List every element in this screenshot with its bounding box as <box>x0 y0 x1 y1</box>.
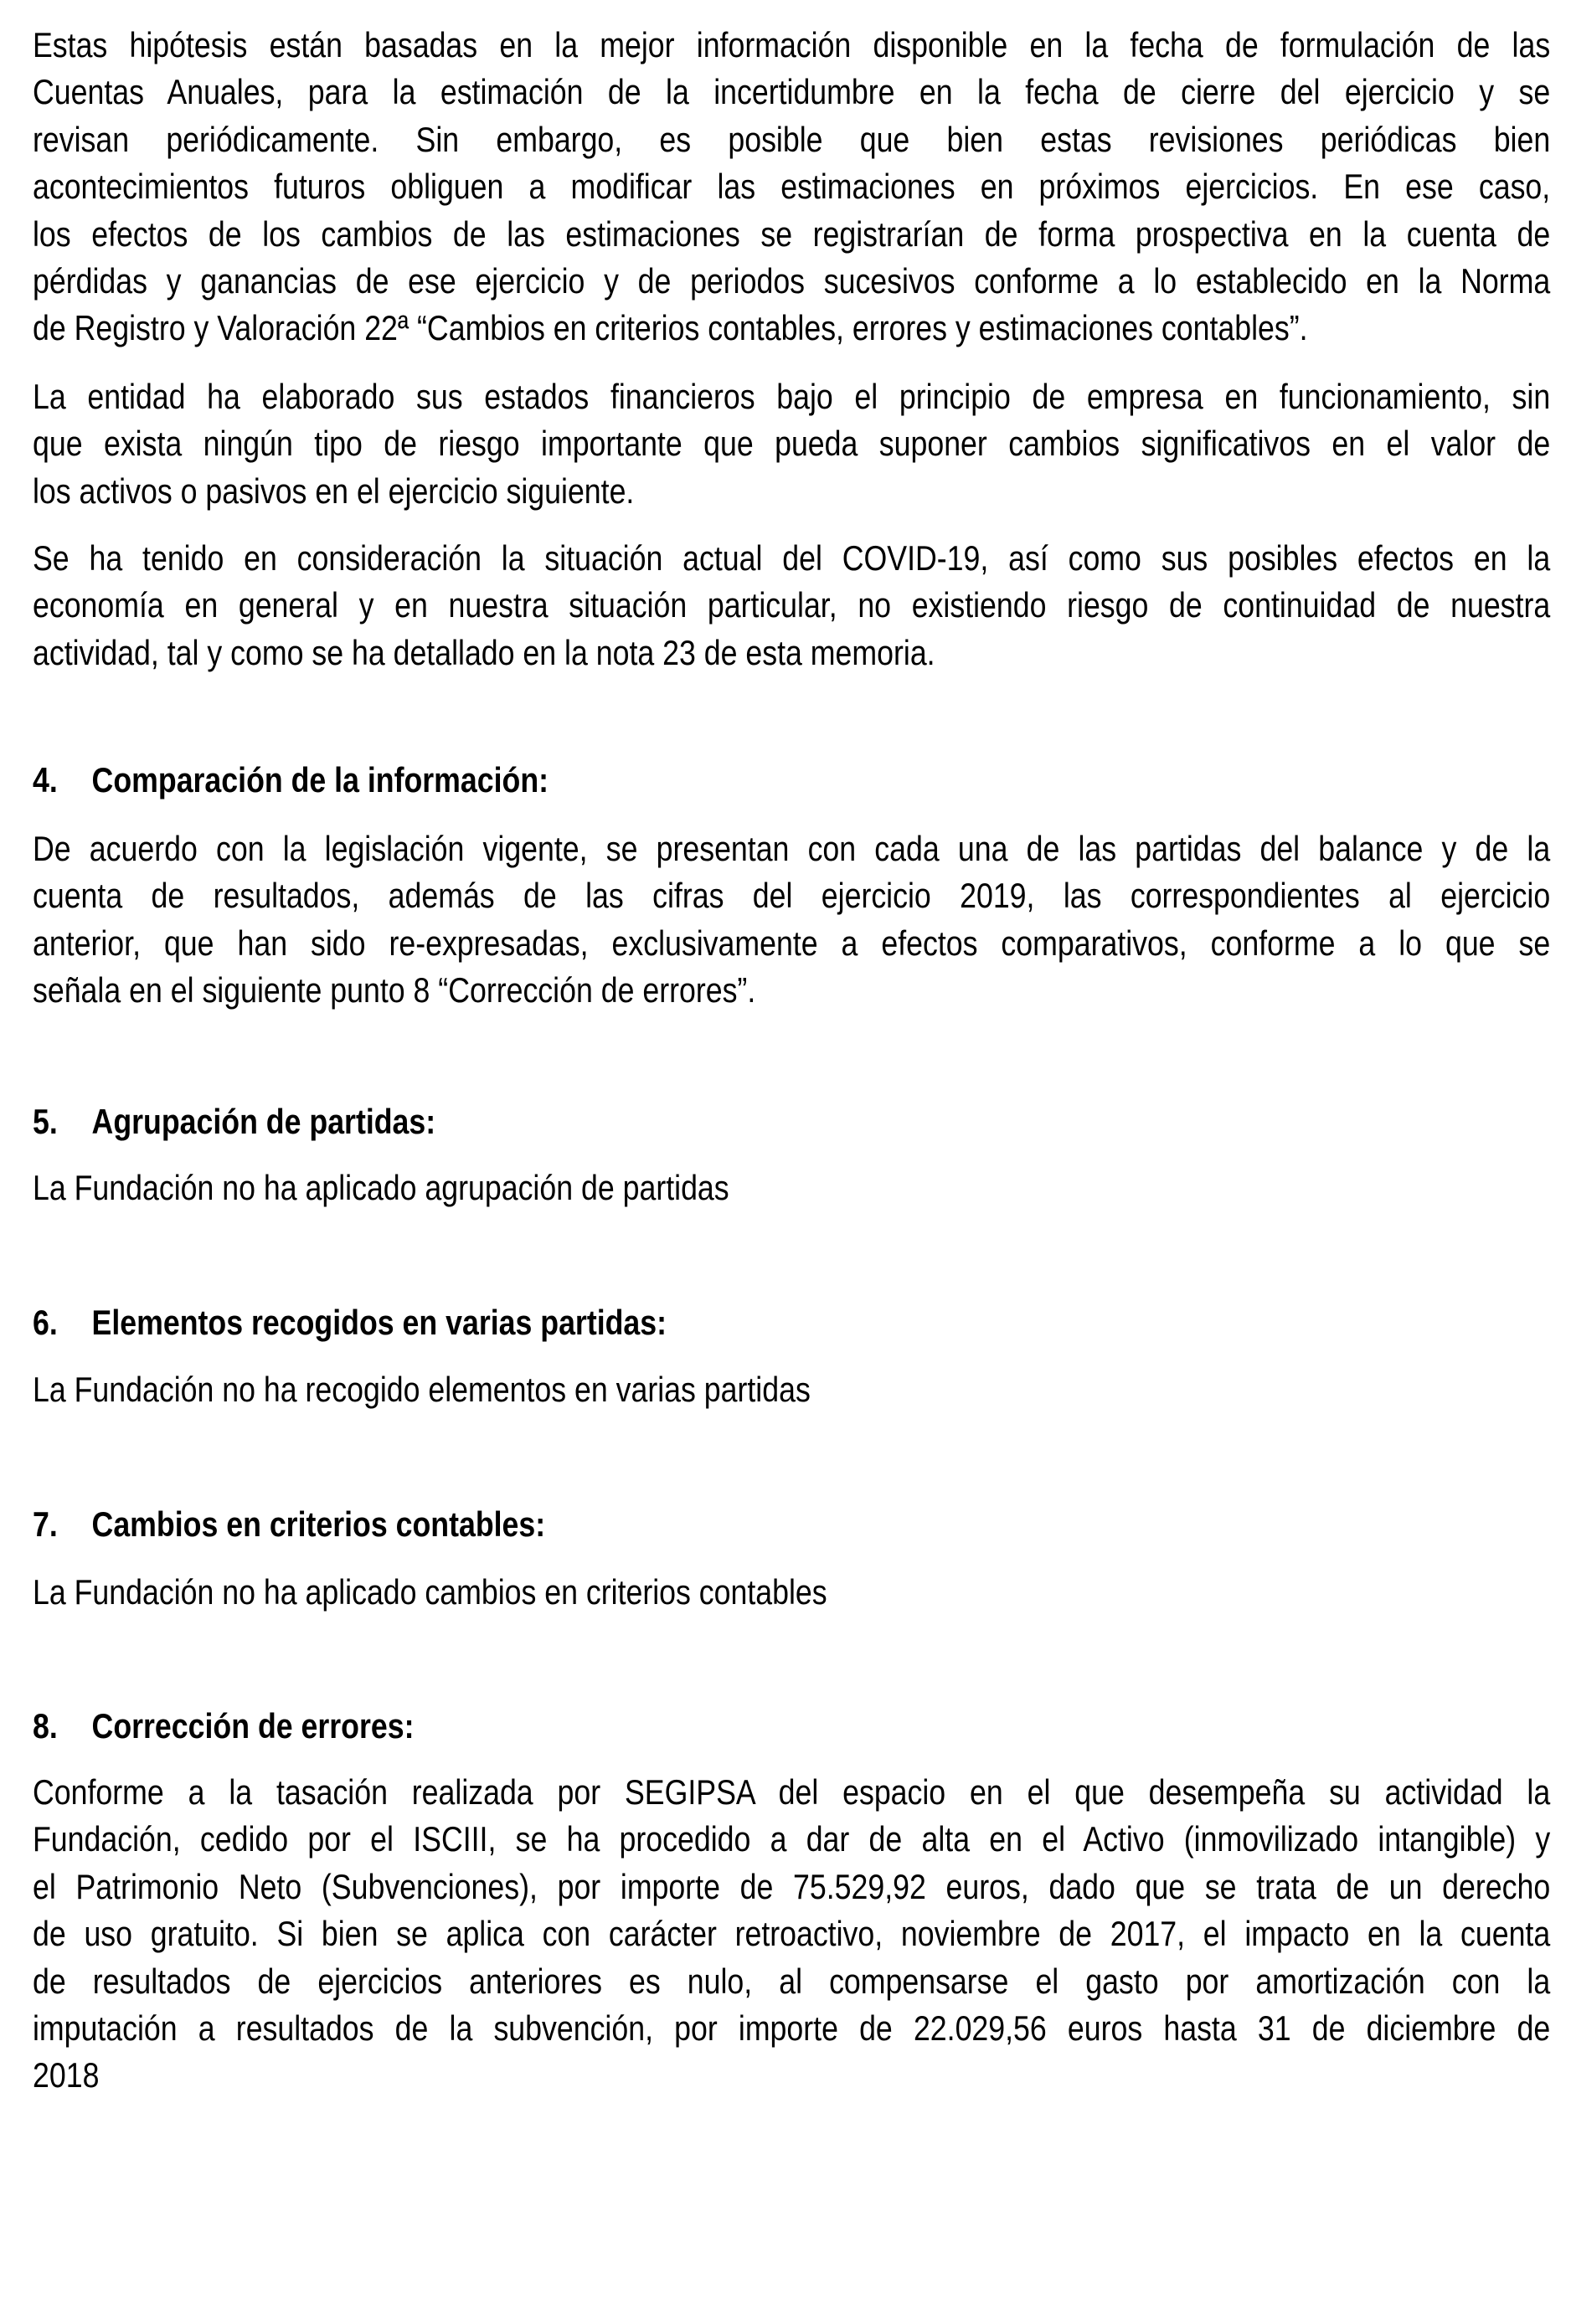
heading-title: Corrección de errores: <box>91 1706 415 1746</box>
heading-title: Comparación de la información: <box>91 760 549 800</box>
text-line: acontecimientos futuros obliguen a modificar las estimaciones en próximos ejercicios. En ese caso, <box>33 167 1551 207</box>
text-line: La Fundación no ha aplicado cambios en criterios contables <box>33 1572 827 1612</box>
heading-number: 6. <box>33 1303 58 1342</box>
paragraph-grouping <box>33 1165 1550 1211</box>
text-line: economía en general y en nuestra situación particular, no existiendo riesgo de continuidad de nuestra <box>33 585 1551 625</box>
paragraph-comparison <box>33 825 1550 1015</box>
text-line: 2018 <box>33 2055 100 2095</box>
text-line: de uso gratuito. Si bien se aplica con carácter retroactivo, noviembre de 2017, el impacto en la cuenta <box>33 1914 1551 1954</box>
paragraph-going-concern <box>33 373 1550 515</box>
heading-title: Cambios en criterios contables: <box>91 1504 546 1544</box>
text-line: anterior, que han sido re-expresadas, exclusivamente a efectos comparativos, conforme a lo que se <box>33 923 1551 963</box>
text-line: que exista ningún tipo de riesgo importante que pueda suponer cambios significativos en el valor de <box>33 424 1551 464</box>
text-line: los efectos de los cambios de las estimaciones se registrarían de forma prospectiva en la cuenta de <box>33 213 1551 254</box>
heading-number: 4. <box>33 760 58 800</box>
text-line: Cuentas Anuales, para la estimación de la incertidumbre en la fecha de cierre del ejercicio y se <box>33 72 1551 112</box>
heading-section-4 <box>33 757 1550 804</box>
heading-title: Agrupación de partidas: <box>91 1102 436 1141</box>
paragraph-covid <box>33 535 1550 676</box>
text-line: La Fundación no ha recogido elementos en varias partidas <box>33 1370 811 1409</box>
heading-section-7 <box>33 1501 1550 1548</box>
text-line: el Patrimonio Neto (Subvenciones), por importe de 75.529,92 euros, dado que se trata de un derecho <box>33 1866 1551 1906</box>
paragraph-error-correction <box>33 1769 1550 2100</box>
paragraph-criteria-changes <box>33 1569 1550 1616</box>
heading-section-8 <box>33 1703 1550 1750</box>
text-line: de resultados de ejercicios anteriores es nulo, al compensarse el gasto por amortización con la <box>33 1961 1551 2001</box>
text-line: de Registro y Valoración 22ª “Cambios en criterios contables, errores y estimaciones contables”. <box>33 308 1308 348</box>
heading-number: 8. <box>33 1706 58 1746</box>
text-line: revisan periódicamente. Sin embargo, es posible que bien estas revisiones periódicas bien <box>33 119 1551 159</box>
text-line: Fundación, cedido por el ISCIII, se ha procedido a dar de alta en el Activo (inmovilizado intangible) y <box>33 1819 1551 1859</box>
text-line: señala en el siguiente punto 8 “Corrección de errores”. <box>33 970 756 1010</box>
text-line: Estas hipótesis están basadas en la mejor información disponible en la fecha de formulación de las <box>33 25 1551 64</box>
paragraph-elements <box>33 1366 1550 1413</box>
text-line: La Fundación no ha aplicado agrupación de partidas <box>33 1168 729 1207</box>
text-line: actividad, tal y como se ha detallado en la nota 23 de esta memoria. <box>33 632 935 672</box>
text-line: imputación a resultados de la subvención, por importe de 22.029,56 euros hasta 31 de diciembre de <box>33 2008 1551 2049</box>
heading-section-6 <box>33 1299 1550 1346</box>
heading-number: 5. <box>33 1102 58 1141</box>
heading-title: Elementos recogidos en varias partidas: <box>91 1303 667 1342</box>
heading-number: 7. <box>33 1504 58 1544</box>
text-line: cuenta de resultados, además de las cifras del ejercicio 2019, las correspondientes al ejercicio <box>33 876 1551 916</box>
heading-section-5 <box>33 1098 1550 1145</box>
text-line: los activos o pasivos en el ejercicio siguiente. <box>33 470 635 511</box>
text-line: De acuerdo con la legislación vigente, se presentan con cada una de las partidas del balance y de la <box>33 829 1551 868</box>
text-line: La entidad ha elaborado sus estados financieros bajo el principio de empresa en funcionamiento, sin <box>33 377 1551 416</box>
text-line: Se ha tenido en consideración la situación actual del COVID-19, así como sus posibles efectos en la <box>33 538 1551 578</box>
paragraph-estimates <box>33 22 1550 352</box>
text-line: Conforme a la tasación realizada por SEGIPSA del espacio en el que desempeña su actividad la <box>33 1772 1551 1812</box>
text-line: pérdidas y ganancias de ese ejercicio y de periodos sucesivos conforme a lo establecido en la Norma <box>33 261 1551 301</box>
